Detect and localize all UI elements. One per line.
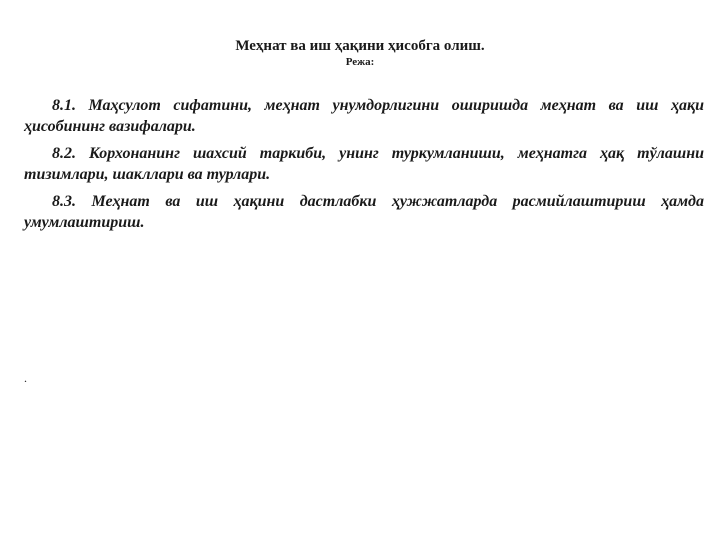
plan-item: 8.3. Меҳнат ва иш ҳақини дастлабки ҳужжатларда расмийлаштириш ҳамда умумлаштириш. <box>24 193 704 231</box>
plan-heading: Режа: <box>345 56 375 68</box>
stray-mark: . <box>24 371 27 385</box>
document-title: Меҳнат ва иш ҳақини ҳисобга олиш. <box>235 38 485 54</box>
plan-list <box>24 95 704 239</box>
plan-item: 8.1. Маҳсулот сифатини, меҳнат унумдорлигини оширишда меҳнат ва иш ҳақи ҳисобининг вазифалари. <box>24 97 704 135</box>
plan-item: 8.2. Корхонанинг шахсий таркиби, унинг туркумланиши, меҳнатга ҳақ тўлашни тизимлари, шакллари ва турлари. <box>24 145 704 183</box>
